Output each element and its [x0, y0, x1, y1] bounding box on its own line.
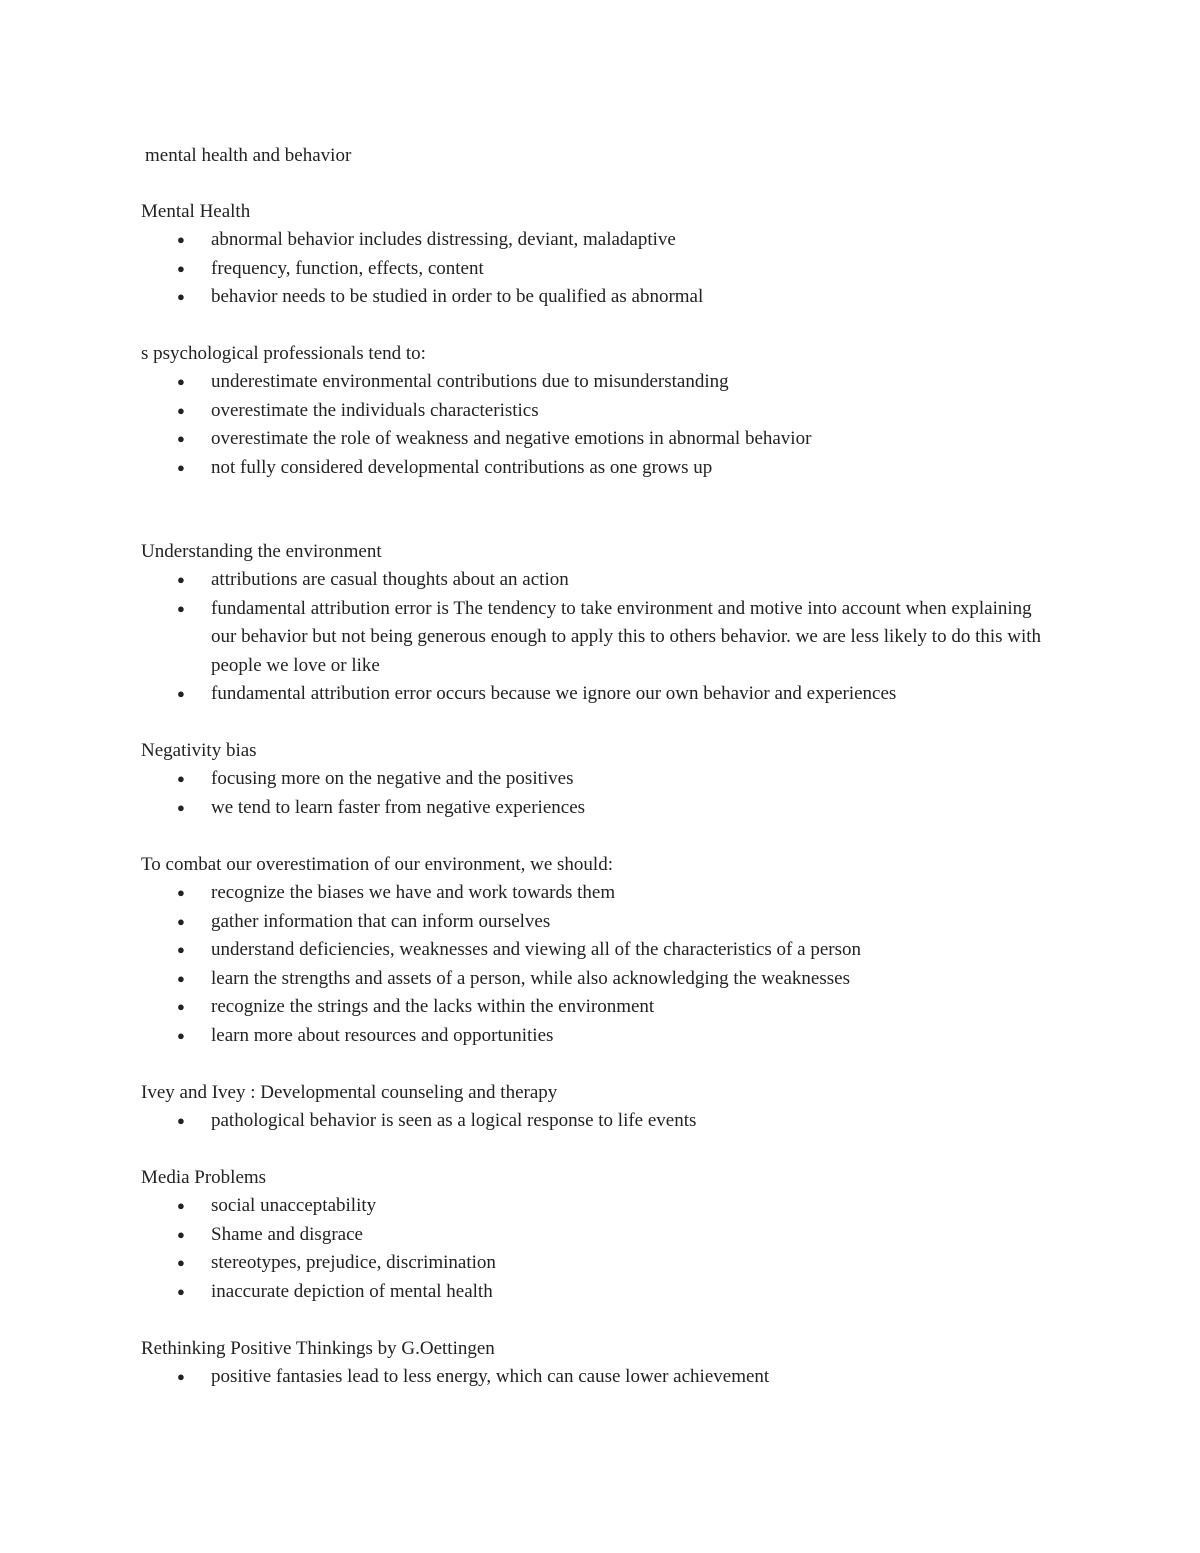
- section-media-problems: [141, 1164, 1061, 1306]
- bullet-icon: ●: [177, 771, 185, 786]
- section-rethinking-positive-thinkings: [141, 1335, 1061, 1392]
- list-item-text: recognize the strings and the lacks within the environment: [211, 996, 655, 1017]
- list-item-text: gather information that can inform ourselves: [211, 910, 551, 932]
- bullet-icon: ●: [177, 942, 185, 957]
- bullet-list: [141, 1107, 1061, 1136]
- list-item-text: overestimate the individuals characteristics: [211, 399, 539, 421]
- section-mental-health: [141, 198, 1061, 312]
- list-item: [141, 1249, 1061, 1278]
- bullet-list: [141, 879, 1061, 1050]
- bullet-icon: ●: [177, 1113, 185, 1128]
- bullet-icon: ●: [177, 1226, 185, 1242]
- bullet-icon: ●: [177, 1283, 185, 1299]
- list-item-text: understand deficiencies, weaknesses and viewing all of the characteristics of a person: [211, 939, 861, 960]
- list-item-text: learn the strengths and assets of a person, while also acknowledging the weaknesses: [211, 967, 850, 989]
- list-item-text: fundamental attribution error occurs because we ignore our own behavior and experiences: [211, 683, 897, 704]
- list-item-text: focusing more on the negative and the positives: [211, 768, 574, 789]
- list-item-text: positive fantasies lead to less energy, which can cause lower achievement: [211, 1366, 770, 1387]
- list-item: [141, 965, 1061, 994]
- list-item: [141, 1363, 1061, 1392]
- list-item-text: Shame and disgrace: [211, 1223, 363, 1245]
- list-item-text: underestimate environmental contributions due to misunderstanding: [211, 371, 729, 392]
- list-item: [141, 765, 1061, 794]
- list-item-text: we tend to learn faster from negative experiences: [211, 796, 586, 818]
- bullet-list: [141, 226, 1061, 312]
- list-item: [141, 454, 1061, 483]
- bullet-icon: ●: [177, 431, 185, 446]
- bullet-list: [141, 368, 1061, 482]
- list-item: [141, 595, 1061, 681]
- section-heading: Ivey and Ivey : Developmental counseling and therapy: [141, 1082, 558, 1103]
- list-item-text: social unacceptability: [211, 1195, 377, 1216]
- bullet-icon: ●: [177, 686, 185, 701]
- list-item: [141, 1022, 1061, 1051]
- list-item-text: inaccurate depiction of mental health: [211, 1280, 493, 1302]
- bullet-icon: ●: [177, 260, 185, 276]
- bullet-icon: ●: [177, 1369, 185, 1384]
- section-psychological-professionals: [141, 340, 1061, 482]
- list-item: [141, 794, 1061, 823]
- list-item: [141, 226, 1061, 255]
- list-item: [141, 1221, 1061, 1250]
- section-heading: Media Problems: [141, 1167, 267, 1188]
- list-item: [141, 566, 1061, 595]
- section-heading: Understanding the environment: [141, 541, 382, 562]
- list-item-text: frequency, function, effects, content: [211, 257, 484, 279]
- list-item-text: pathological behavior is seen as a logical response to life events: [211, 1110, 697, 1131]
- list-item-text: overestimate the role of weakness and negative emotions in abnormal behavior: [211, 428, 812, 449]
- list-item: [141, 425, 1061, 454]
- bullet-icon: ●: [177, 374, 185, 389]
- bullet-icon: ●: [177, 232, 185, 247]
- list-item-text: not fully considered developmental contributions as one grows up: [211, 456, 713, 478]
- list-item-text: attributions are casual thoughts about an action: [211, 569, 569, 590]
- list-item: [141, 283, 1061, 312]
- list-item: [141, 993, 1061, 1022]
- bullet-icon: ●: [177, 600, 185, 616]
- list-item: [141, 368, 1061, 397]
- list-item: [141, 1192, 1061, 1221]
- bullet-icon: ●: [177, 459, 185, 475]
- list-item: [141, 680, 1061, 709]
- bullet-icon: ●: [177, 1198, 185, 1213]
- bullet-icon: ●: [177, 402, 185, 418]
- bullet-icon: ●: [177, 1027, 185, 1043]
- list-item-text: stereotypes, prejudice, discrimination: [211, 1252, 496, 1273]
- list-item: [141, 255, 1061, 284]
- list-item: [141, 908, 1061, 937]
- bullet-icon: ●: [177, 999, 185, 1014]
- section-negativity-bias: [141, 737, 1061, 822]
- bullet-icon: ●: [177, 913, 185, 929]
- section-heading: To combat our overestimation of our environment, we should:: [141, 854, 613, 875]
- document-title: mental health and behavior: [145, 145, 352, 166]
- bullet-icon: ●: [177, 572, 185, 587]
- section-heading: Rethinking Positive Thinkings by G.Oettingen: [141, 1338, 495, 1359]
- list-item: [141, 1107, 1061, 1136]
- bullet-icon: ●: [177, 289, 185, 304]
- bullet-icon: ●: [177, 1255, 185, 1270]
- list-item: [141, 397, 1061, 426]
- list-item-text: learn more about resources and opportunities: [211, 1024, 554, 1046]
- section-heading: s psychological professionals tend to:: [141, 343, 426, 364]
- bullet-icon: ●: [177, 799, 185, 815]
- list-item: [141, 1278, 1061, 1307]
- bullet-icon: ●: [177, 970, 185, 986]
- bullet-list: [141, 1192, 1061, 1306]
- list-item-text: fundamental attribution error is The tendency to take environment and motive into account when explaining our behavior but not being generous enough to apply this to others behavior. we are less likely to do this with people we love or like: [211, 597, 1042, 676]
- list-item-text: abnormal behavior includes distressing, deviant, maladaptive: [211, 229, 676, 250]
- bullet-list: [141, 765, 1061, 822]
- list-item: [141, 936, 1061, 965]
- section-heading: Negativity bias: [141, 740, 257, 761]
- section-ivey-and-ivey: [141, 1079, 1061, 1136]
- list-item-text: behavior needs to be studied in order to be qualified as abnormal: [211, 286, 704, 307]
- section-understanding-environment: [141, 538, 1061, 709]
- bullet-icon: ●: [177, 885, 185, 900]
- section-heading: Mental Health: [141, 201, 251, 222]
- bullet-list: [141, 1363, 1061, 1392]
- list-item-text: recognize the biases we have and work towards them: [211, 882, 616, 903]
- list-item: [141, 879, 1061, 908]
- bullet-list: [141, 566, 1061, 709]
- section-combat-overestimation: [141, 851, 1061, 1050]
